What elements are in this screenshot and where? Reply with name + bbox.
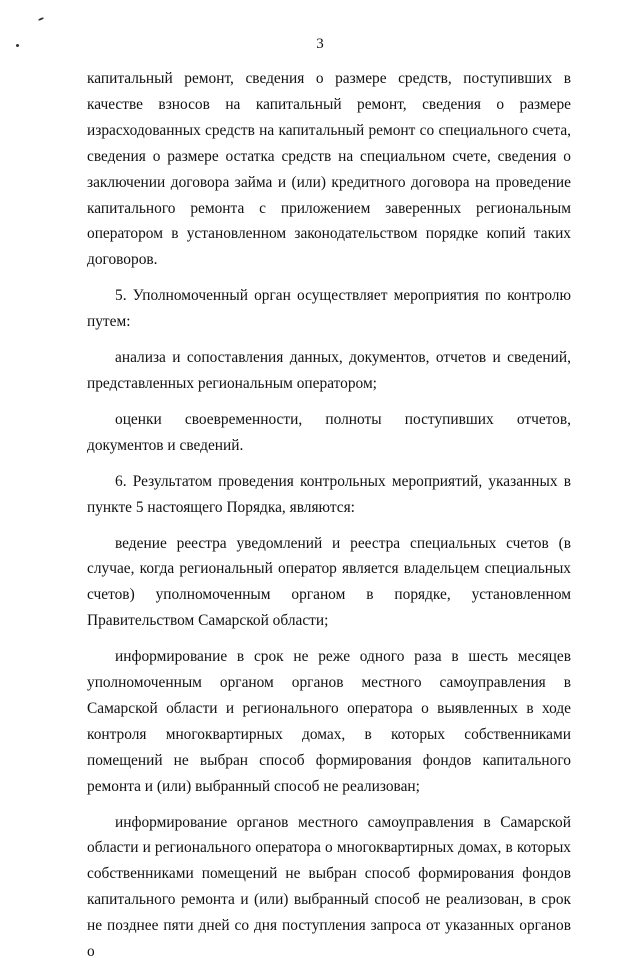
paragraph-registry: ведение реестра уведомлений и реестра специальных счетов (в случае, когда региональный оператор является владельцем специальных счетов) уполномоченным органом в порядке, установленном Правительством Самарской области; [87,534,571,630]
scan-speck [38,17,44,21]
paragraph-informing-periodic: информирование в срок не реже одного раза в шесть месяцев уполномоченным органом органов местного самоуправления в Самарской области и регионального оператора о выявленных в ходе контроля многоквартирных домах, в которых собственниками помещений не выбран способ формирования фондов капитального ремонта и (или) выбранный способ не реализован; [87,648,571,795]
page-number: 3 [316,36,324,52]
document-body [87,66,571,965]
paragraph-continuation: капитальный ремонт, сведения о размере средств, поступивших в качестве взносов на капитальный ремонт, сведения о размере израсходованных средств на капитальный ремонт со специального счета, сведения о размере остатка средств на специальном счете, сведения о заключении договора займа и (или) кредитного договора на проведение капитального ремонта с приложением заверенных региональным оператором в установленном законодательством порядке копий таких договоров. [87,70,571,269]
paragraph-evaluation: оценки своевременности, полноты поступивших отчетов, документов и сведений. [87,410,571,454]
paragraph-item-6: 6. Результатом проведения контрольных мероприятий, указанных в пункте 5 настоящего Порядка, являются: [87,472,571,516]
paragraph-informing-request: информирование органов местного самоуправления в Самарской области и регионального оператора о многоквартирных домах, в которых собственниками помещений не выбран способ формирования фондов капитального ремонта и (или) выбранный способ не реализован, в срок не позднее пяти дней со дня поступления запроса от указанных органов о [87,813,571,961]
paragraph-item-5: 5. Уполномоченный орган осуществляет мероприятия по контролю путем: [87,287,571,331]
paragraph-analysis: анализа и сопоставления данных, документов, отчетов и сведений, представленных региональным оператором; [87,349,571,392]
